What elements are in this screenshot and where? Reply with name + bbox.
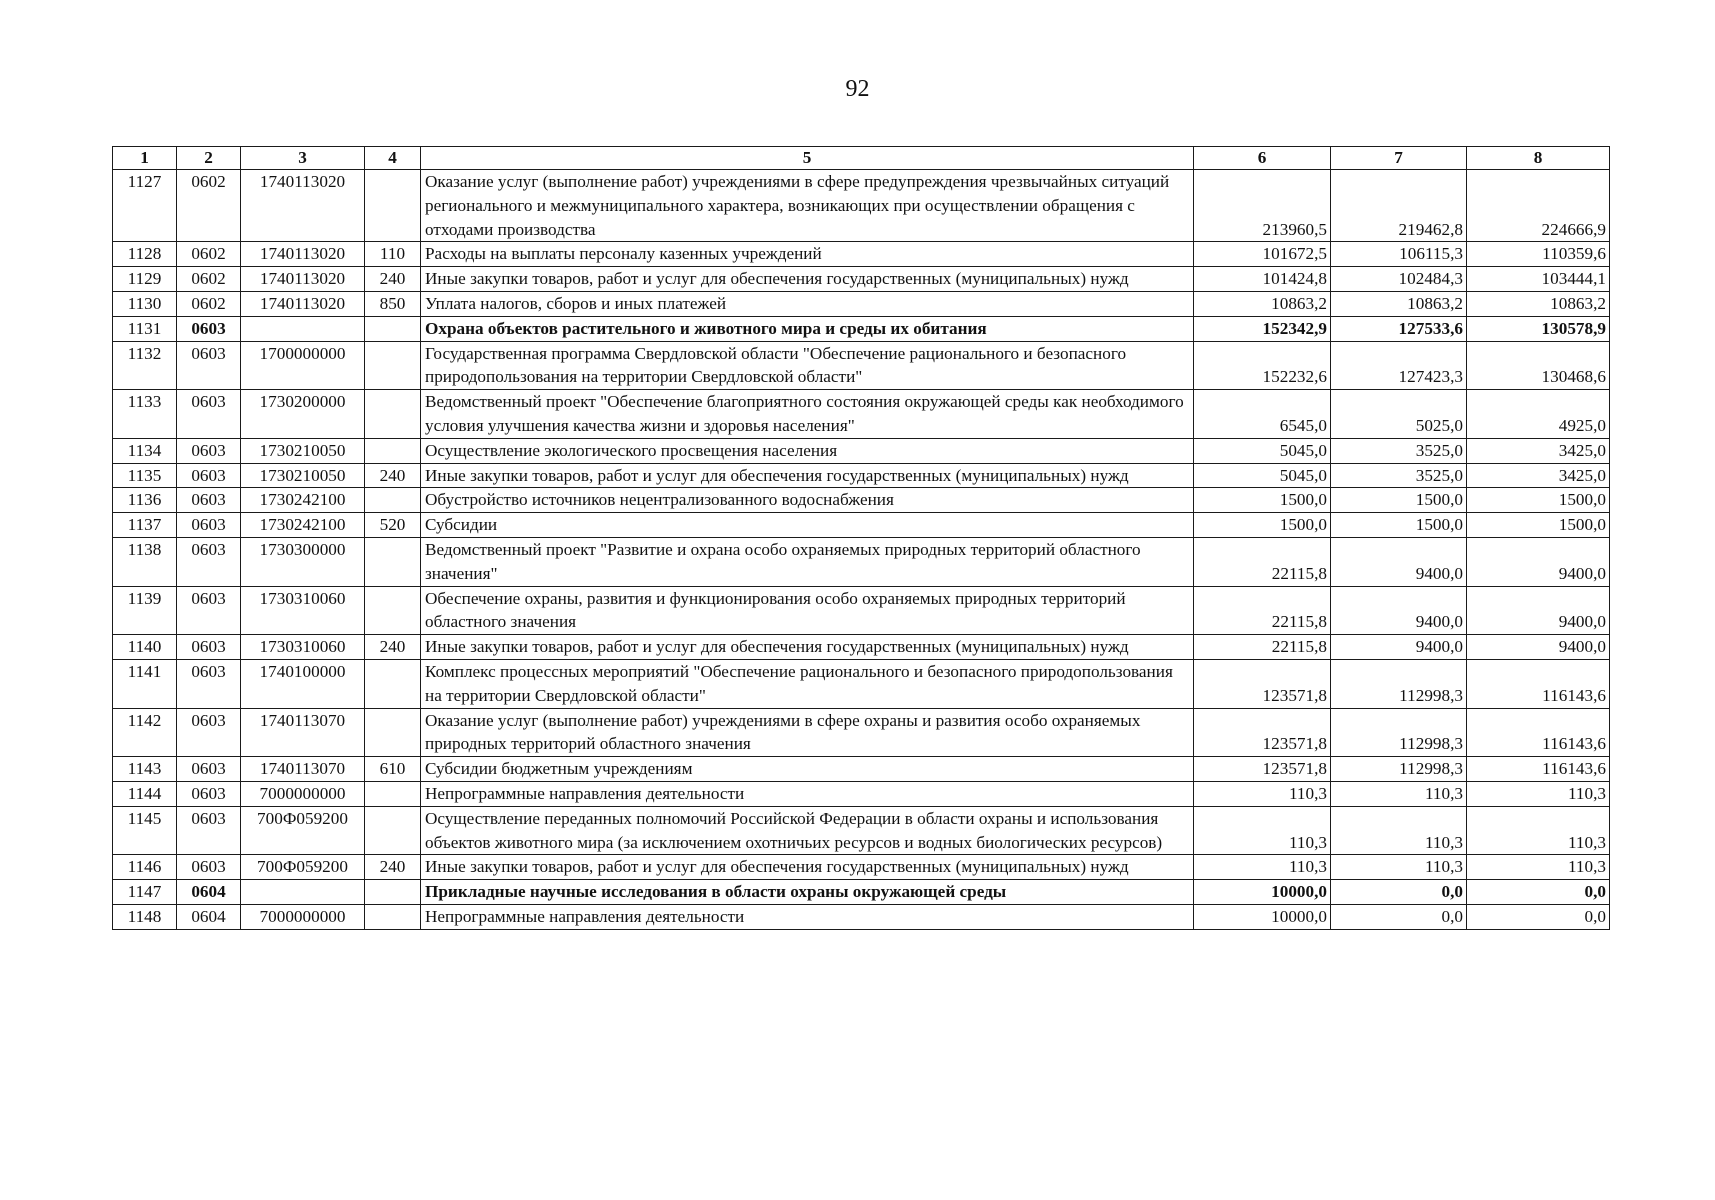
cell-section-code: 0602 [177,267,241,292]
cell-expense-type [365,438,421,463]
cell-amount-col8: 130578,9 [1467,316,1610,341]
cell-target-article: 1730242100 [241,488,365,513]
table-row [113,291,1610,316]
cell-amount-col7: 0,0 [1331,880,1467,905]
cell-expense-type: 520 [365,513,421,538]
cell-target-article: 7000000000 [241,781,365,806]
header-col-6: 6 [1194,147,1331,170]
cell-name: Охрана объектов растительного и животного мира и среды их обитания [421,316,1194,341]
cell-section-code: 0603 [177,659,241,708]
cell-expense-type [365,488,421,513]
cell-target-article: 1730300000 [241,537,365,586]
cell-amount-col6: 1500,0 [1194,513,1331,538]
cell-amount-col6: 22115,8 [1194,586,1331,635]
cell-section-code: 0603 [177,781,241,806]
cell-row-number: 1128 [113,242,177,267]
cell-target-article: 1740113020 [241,242,365,267]
cell-amount-col6: 1500,0 [1194,488,1331,513]
cell-amount-col8: 0,0 [1467,904,1610,929]
cell-target-article: 700Ф059200 [241,855,365,880]
header-col-2: 2 [177,147,241,170]
cell-amount-col6: 10000,0 [1194,904,1331,929]
cell-name: Уплата налогов, сборов и иных платежей [421,291,1194,316]
cell-target-article: 1700000000 [241,341,365,390]
cell-amount-col7: 9400,0 [1331,635,1467,660]
cell-row-number: 1141 [113,659,177,708]
cell-amount-col8: 1500,0 [1467,488,1610,513]
cell-name: Субсидии бюджетным учреждениям [421,757,1194,782]
cell-row-number: 1148 [113,904,177,929]
cell-expense-type [365,537,421,586]
budget-table [112,146,1610,930]
cell-expense-type: 240 [365,635,421,660]
cell-amount-col8: 110359,6 [1467,242,1610,267]
cell-row-number: 1137 [113,513,177,538]
cell-target-article [241,316,365,341]
cell-name: Иные закупки товаров, работ и услуг для обеспечения государственных (муниципальных) нужд [421,855,1194,880]
cell-section-code: 0602 [177,170,241,242]
cell-amount-col8: 110,3 [1467,855,1610,880]
table-row [113,586,1610,635]
cell-amount-col6: 22115,8 [1194,537,1331,586]
cell-expense-type [365,880,421,905]
cell-section-code: 0603 [177,757,241,782]
cell-row-number: 1142 [113,708,177,757]
cell-name: Обустройство источников нецентрализованного водоснабжения [421,488,1194,513]
cell-name: Оказание услуг (выполнение работ) учреждениями в сфере предупреждения чрезвычайных ситуаций регионального и межмуниципального характера, возникающих при осуществлении обращения с отходами производства [421,170,1194,242]
table-row [113,242,1610,267]
cell-expense-type [365,708,421,757]
cell-amount-col7: 112998,3 [1331,757,1467,782]
cell-target-article: 7000000000 [241,904,365,929]
cell-section-code: 0603 [177,806,241,855]
cell-amount-col8: 110,3 [1467,806,1610,855]
cell-amount-col7: 3525,0 [1331,438,1467,463]
table-body [113,170,1610,930]
cell-amount-col7: 110,3 [1331,806,1467,855]
cell-row-number: 1133 [113,390,177,439]
cell-section-code: 0603 [177,513,241,538]
cell-amount-col7: 127533,6 [1331,316,1467,341]
cell-amount-col8: 110,3 [1467,781,1610,806]
cell-name: Комплекс процессных мероприятий "Обеспечение рационального и безопасного природопользования на территории Свердловской области" [421,659,1194,708]
cell-amount-col6: 152232,6 [1194,341,1331,390]
cell-amount-col8: 0,0 [1467,880,1610,905]
cell-amount-col8: 116143,6 [1467,708,1610,757]
cell-amount-col6: 5045,0 [1194,438,1331,463]
table-row [113,267,1610,292]
table-row [113,880,1610,905]
cell-amount-col8: 9400,0 [1467,537,1610,586]
cell-expense-type: 610 [365,757,421,782]
table-row [113,708,1610,757]
cell-target-article: 1730310060 [241,635,365,660]
cell-expense-type [365,586,421,635]
cell-amount-col8: 103444,1 [1467,267,1610,292]
table-row [113,537,1610,586]
cell-name: Непрограммные направления деятельности [421,781,1194,806]
table-row [113,170,1610,242]
cell-target-article: 1740113070 [241,708,365,757]
cell-amount-col7: 9400,0 [1331,586,1467,635]
cell-name: Иные закупки товаров, работ и услуг для обеспечения государственных (муниципальных) нужд [421,463,1194,488]
cell-amount-col7: 10863,2 [1331,291,1467,316]
cell-target-article: 1740113070 [241,757,365,782]
cell-amount-col8: 3425,0 [1467,438,1610,463]
cell-section-code: 0603 [177,708,241,757]
cell-target-article: 1730242100 [241,513,365,538]
cell-section-code: 0603 [177,537,241,586]
table-row [113,904,1610,929]
header-col-8: 8 [1467,147,1610,170]
cell-target-article [241,880,365,905]
cell-row-number: 1136 [113,488,177,513]
cell-row-number: 1134 [113,438,177,463]
cell-amount-col8: 10863,2 [1467,291,1610,316]
cell-amount-col7: 0,0 [1331,904,1467,929]
cell-row-number: 1130 [113,291,177,316]
cell-section-code: 0603 [177,488,241,513]
cell-amount-col7: 219462,8 [1331,170,1467,242]
table-row [113,463,1610,488]
cell-amount-col6: 101672,5 [1194,242,1331,267]
cell-amount-col7: 3525,0 [1331,463,1467,488]
cell-expense-type: 240 [365,267,421,292]
cell-row-number: 1147 [113,880,177,905]
cell-expense-type: 240 [365,463,421,488]
cell-row-number: 1138 [113,537,177,586]
cell-target-article: 1730210050 [241,438,365,463]
table-row [113,390,1610,439]
cell-name: Ведомственный проект "Обеспечение благоприятного состояния окружающей среды как необходимого условия улучшения качества жизни и здоровья населения" [421,390,1194,439]
cell-section-code: 0603 [177,635,241,660]
cell-amount-col7: 9400,0 [1331,537,1467,586]
cell-row-number: 1129 [113,267,177,292]
cell-name: Государственная программа Свердловской области "Обеспечение рационального и безопасного природопользования на территории Свердловской области" [421,341,1194,390]
cell-amount-col7: 110,3 [1331,855,1467,880]
cell-expense-type [365,341,421,390]
cell-expense-type [365,806,421,855]
table-row [113,438,1610,463]
cell-amount-col6: 152342,9 [1194,316,1331,341]
table-row [113,341,1610,390]
header-col-4: 4 [365,147,421,170]
cell-amount-col7: 1500,0 [1331,513,1467,538]
cell-amount-col8: 9400,0 [1467,586,1610,635]
cell-amount-col6: 123571,8 [1194,659,1331,708]
cell-name: Прикладные научные исследования в области охраны окружающей среды [421,880,1194,905]
cell-row-number: 1146 [113,855,177,880]
table-header [113,147,1610,170]
cell-name: Расходы на выплаты персоналу казенных учреждений [421,242,1194,267]
cell-name: Обеспечение охраны, развития и функционирования особо охраняемых природных территорий областного значения [421,586,1194,635]
cell-amount-col7: 5025,0 [1331,390,1467,439]
cell-target-article: 1740113020 [241,170,365,242]
cell-section-code: 0603 [177,855,241,880]
table-row [113,806,1610,855]
cell-name: Иные закупки товаров, работ и услуг для обеспечения государственных (муниципальных) нужд [421,267,1194,292]
cell-amount-col7: 1500,0 [1331,488,1467,513]
cell-amount-col6: 6545,0 [1194,390,1331,439]
table-row [113,635,1610,660]
cell-target-article: 1740113020 [241,291,365,316]
cell-amount-col6: 123571,8 [1194,708,1331,757]
cell-section-code: 0603 [177,316,241,341]
cell-target-article: 1730200000 [241,390,365,439]
cell-expense-type [365,170,421,242]
cell-section-code: 0604 [177,904,241,929]
cell-amount-col6: 10000,0 [1194,880,1331,905]
cell-expense-type [365,390,421,439]
cell-name: Осуществление переданных полномочий Российской Федерации в области охраны и использования объектов животного мира (за исключением охотничьих ресурсов и водных биологических ресурсов) [421,806,1194,855]
cell-name: Непрограммные направления деятельности [421,904,1194,929]
cell-amount-col7: 102484,3 [1331,267,1467,292]
cell-row-number: 1131 [113,316,177,341]
cell-row-number: 1132 [113,341,177,390]
page-number: 92 [845,76,870,102]
cell-expense-type: 240 [365,855,421,880]
cell-amount-col6: 213960,5 [1194,170,1331,242]
cell-amount-col8: 9400,0 [1467,635,1610,660]
cell-expense-type [365,781,421,806]
cell-amount-col8: 116143,6 [1467,757,1610,782]
header-col-7: 7 [1331,147,1467,170]
cell-row-number: 1140 [113,635,177,660]
cell-expense-type: 110 [365,242,421,267]
cell-section-code: 0602 [177,242,241,267]
cell-section-code: 0603 [177,390,241,439]
cell-amount-col6: 123571,8 [1194,757,1331,782]
cell-section-code: 0603 [177,438,241,463]
cell-amount-col8: 3425,0 [1467,463,1610,488]
cell-name: Субсидии [421,513,1194,538]
table-row [113,855,1610,880]
cell-amount-col6: 110,3 [1194,855,1331,880]
cell-amount-col8: 1500,0 [1467,513,1610,538]
table-row [113,488,1610,513]
cell-name: Иные закупки товаров, работ и услуг для обеспечения государственных (муниципальных) нужд [421,635,1194,660]
cell-target-article: 1730310060 [241,586,365,635]
cell-expense-type [365,904,421,929]
cell-target-article: 700Ф059200 [241,806,365,855]
cell-amount-col8: 4925,0 [1467,390,1610,439]
cell-amount-col6: 5045,0 [1194,463,1331,488]
cell-section-code: 0602 [177,291,241,316]
cell-amount-col6: 101424,8 [1194,267,1331,292]
table-row [113,757,1610,782]
cell-amount-col6: 110,3 [1194,781,1331,806]
table-row [113,659,1610,708]
cell-amount-col7: 112998,3 [1331,708,1467,757]
cell-amount-col8: 130468,6 [1467,341,1610,390]
cell-amount-col6: 22115,8 [1194,635,1331,660]
header-col-5: 5 [421,147,1194,170]
cell-section-code: 0603 [177,586,241,635]
cell-amount-col7: 127423,3 [1331,341,1467,390]
cell-name: Оказание услуг (выполнение работ) учреждениями в сфере охраны и развития особо охраняемых природных территорий областного значения [421,708,1194,757]
cell-target-article: 1730210050 [241,463,365,488]
table-row [113,316,1610,341]
cell-amount-col8: 116143,6 [1467,659,1610,708]
cell-name: Ведомственный проект "Развитие и охрана особо охраняемых природных территорий областного значения" [421,537,1194,586]
cell-amount-col6: 10863,2 [1194,291,1331,316]
cell-row-number: 1145 [113,806,177,855]
header-col-1: 1 [113,147,177,170]
cell-amount-col6: 110,3 [1194,806,1331,855]
cell-section-code: 0603 [177,463,241,488]
cell-amount-col7: 106115,3 [1331,242,1467,267]
cell-row-number: 1127 [113,170,177,242]
cell-section-code: 0603 [177,341,241,390]
cell-amount-col7: 112998,3 [1331,659,1467,708]
cell-amount-col7: 110,3 [1331,781,1467,806]
cell-section-code: 0604 [177,880,241,905]
cell-name: Осуществление экологического просвещения населения [421,438,1194,463]
cell-expense-type: 850 [365,291,421,316]
table-row [113,513,1610,538]
cell-target-article: 1740100000 [241,659,365,708]
cell-expense-type [365,659,421,708]
cell-row-number: 1144 [113,781,177,806]
header-row [113,147,1610,170]
cell-row-number: 1139 [113,586,177,635]
cell-row-number: 1143 [113,757,177,782]
cell-row-number: 1135 [113,463,177,488]
cell-expense-type [365,316,421,341]
header-col-3: 3 [241,147,365,170]
table-row [113,781,1610,806]
cell-amount-col8: 224666,9 [1467,170,1610,242]
cell-target-article: 1740113020 [241,267,365,292]
